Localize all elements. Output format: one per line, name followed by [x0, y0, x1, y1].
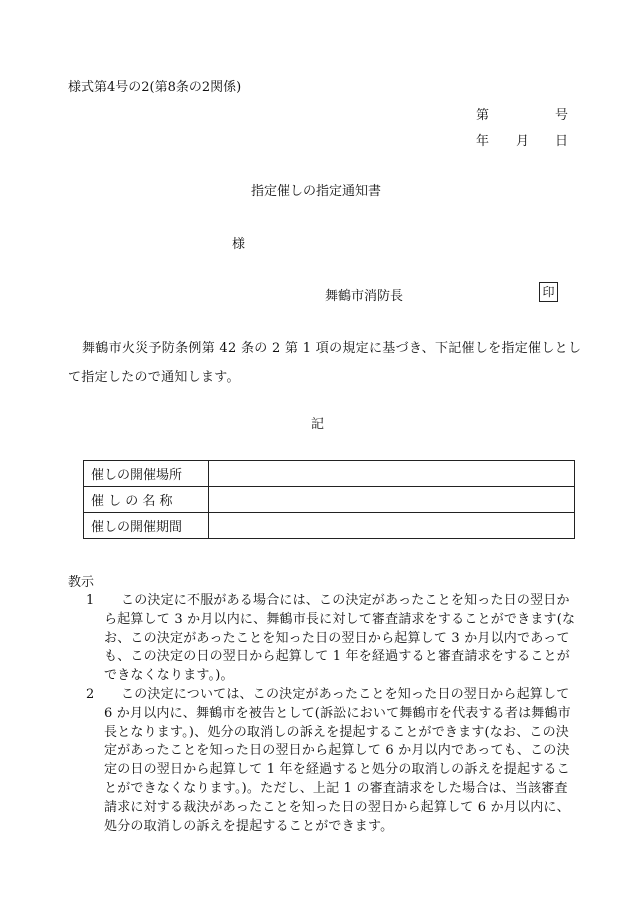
- date-day: 日: [554, 134, 568, 149]
- table-row: [84, 461, 575, 487]
- row-value: [209, 487, 575, 513]
- number-suffix: 号: [554, 108, 568, 123]
- sender-name: 舞鶴市消防長: [325, 289, 404, 304]
- table-row: [84, 487, 575, 513]
- notice-list: [68, 592, 580, 836]
- number-prefix: 第: [476, 108, 490, 123]
- row-value: [209, 461, 575, 487]
- row-value: [209, 513, 575, 539]
- addressee-suffix: 様: [232, 237, 246, 252]
- row-label: 催 し の 名 称: [84, 487, 209, 513]
- item-text: この決定に不服がある場合には、この決定があったことを知った日の翌日から起算して 3 か月以内に、舞鶴市長に対して審査請求をすることができます(なお、この決定があったことを知った日の翌日から起算して 3 か月以内であっても、この決定の日の翌日から起算して 1 年を経過すると審査請求をすることができなくなります。)。: [104, 593, 576, 684]
- item-number: 2: [86, 686, 95, 702]
- form-label: 様式第4号の2(第8条の2関係): [68, 80, 242, 95]
- notification-body: 舞鶴市火災予防条例第 42 条の 2 第 1 項の規定に基づき、下記催しを指定催しとして指定したので通知します。: [68, 341, 582, 385]
- ki-heading: 記: [311, 417, 325, 432]
- list-item: [68, 686, 580, 836]
- item-number: 1: [86, 593, 95, 608]
- row-label: 催しの開催期間: [84, 513, 209, 539]
- list-item: [68, 592, 580, 686]
- notice-heading: 教示: [68, 575, 95, 590]
- table-row: [84, 513, 575, 539]
- seal-stamp: 印: [539, 282, 558, 302]
- document-title: 指定催しの指定通知書: [251, 184, 382, 199]
- item-text: この決定については、この決定があったことを知った日の翌日から起算して 6 か月以内に、舞鶴市を被告として(訴訟において舞鶴市を代表する者は舞鶴市長となります。)、処分の取消しの訴えを提起することができます(なお、この決定があったことを知った日の翌日から起算して 6 か月以内であっても、この決定の日の翌日から起算して 1 年を経過すると処分の取消しの訴えを提起することができなくなります。)。ただし、上記 1 の審査請求をした場合は、当該審査請求に対する裁決があったことを知った日の翌日から起算して 6 か月以内に、処分の取消しの訴えを提起することができます。: [104, 686, 571, 834]
- event-info-table: [83, 460, 575, 539]
- date-year: 年: [476, 134, 490, 149]
- row-label: 催しの開催場所: [84, 461, 209, 487]
- date-month: 月: [516, 134, 530, 149]
